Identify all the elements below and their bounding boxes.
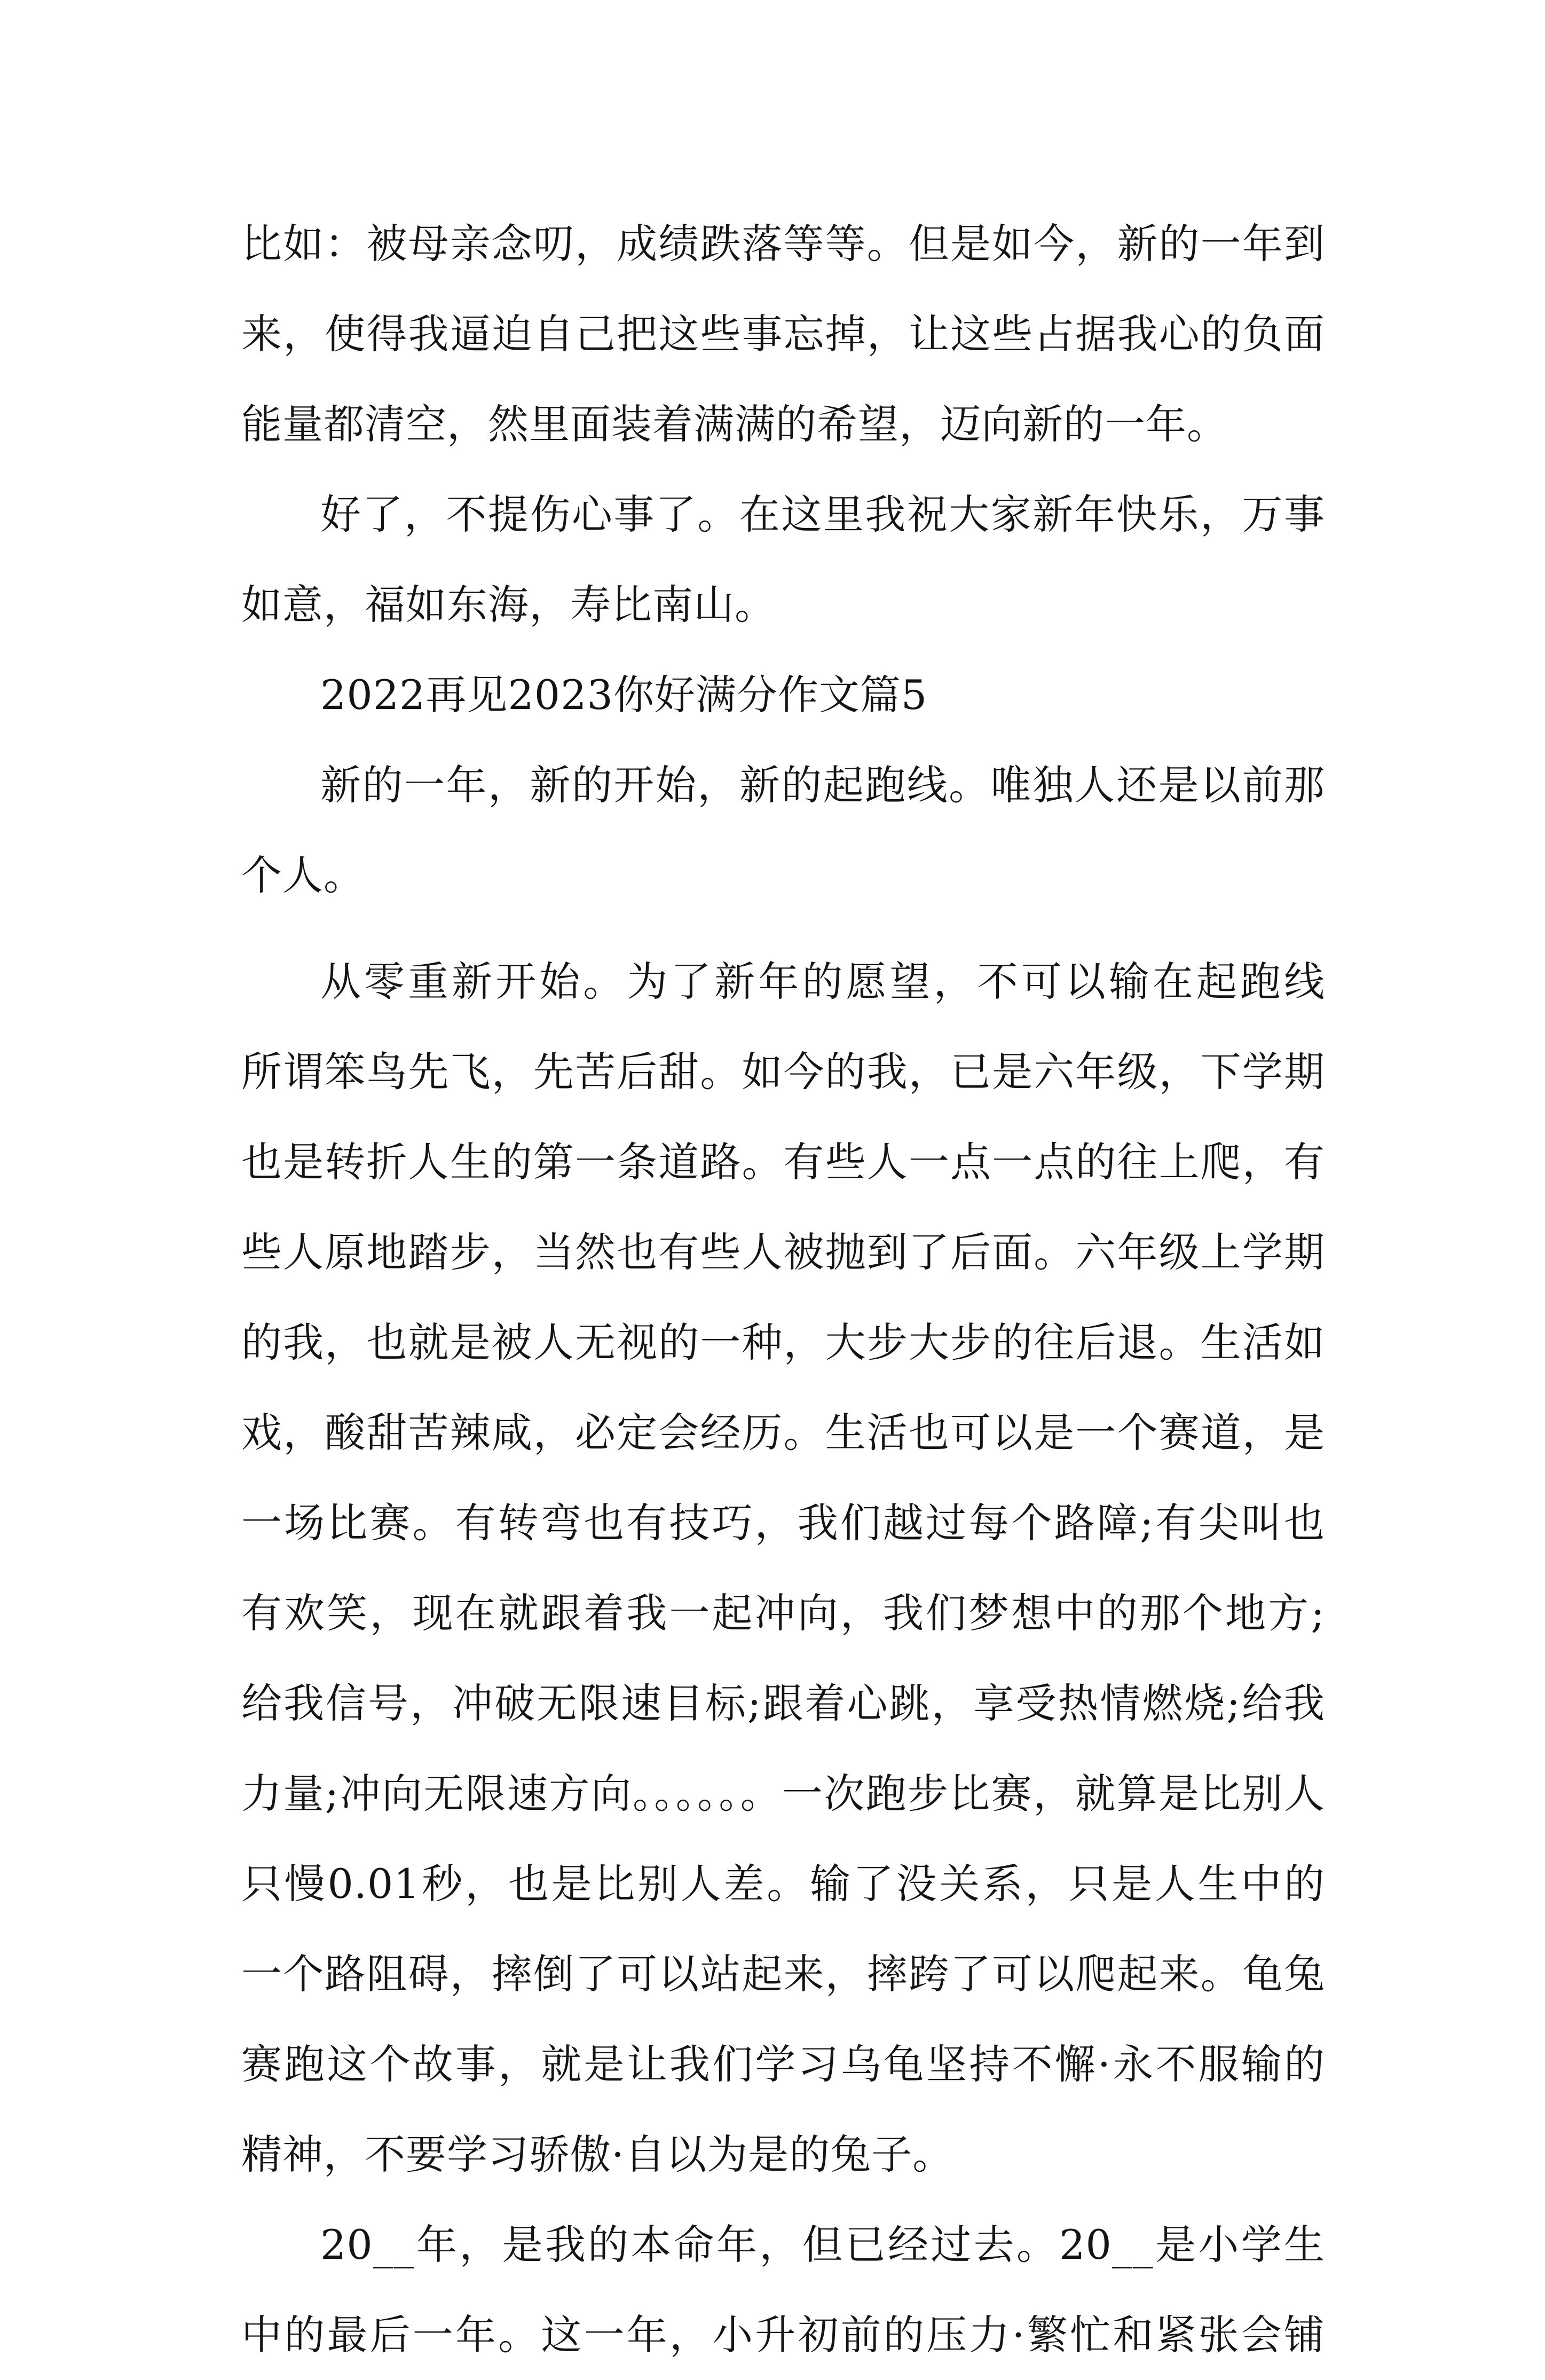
text-line: 如意，福如东海，寿比南山。 [241,581,776,628]
paragraph [241,936,1325,2200]
document-body [241,199,1325,2380]
text-line: 从零重新开始。为了新年的愿望，不可以输在起跑线 [320,958,1325,1005]
text-line: 能量都清空，然里面装着满满的希望，迈向新的一年。 [241,400,1228,448]
paragraph [241,199,1325,469]
text-line: 的我，也就是被人无视的一种，大步大步的往后退。生活如 [241,1319,1325,1366]
text-line: 中的最后一年。这一年，小升初前的压力·繁忙和紧张会铺 [241,2311,1325,2359]
text-line: 力量;冲向无限速方向。。。。。。一次跑步比赛，就算是比别人 [241,1770,1325,1817]
text-line: 些人原地踏步，当然也有些人被抛到了后面。六年级上学期 [241,1228,1325,1276]
text-line: 有欢笑，现在就跟着我一起冲向，我们梦想中的那个地方; [241,1589,1325,1637]
text-line: 给我信号，冲破无限速目标;跟着心跳，享受热情燃烧;给我 [241,1680,1325,1727]
text-line: 精神，不要学习骄傲·自以为是的兔子。 [241,2131,954,2178]
text-line: 好了，不提伤心事了。在这里我祝大家新年快乐，万事 [320,491,1325,538]
text-line: 一个路阻碍，摔倒了可以站起来，摔跨了可以爬起来。龟兔 [241,1950,1325,1998]
text-line: 20__年，是我的本命年，但已经过去。20__是小学生 [320,2221,1325,2268]
section-heading [241,650,1325,740]
text-line: 也是转折人生的第一条道路。有些人一点一点的往上爬，有 [241,1138,1325,1186]
text-line: 戏，酸甜苦辣咸，必定会经历。生活也可以是一个赛道，是 [241,1409,1325,1456]
text-line: 比如：被母亲念叨，成绩跌落等等。但是如今，新的一年到 [241,220,1325,267]
text-line: 赛跑这个故事，就是让我们学习乌龟坚持不懈·永不服输的 [241,2040,1325,2088]
text-line: 一场比赛。有转弯也有技巧，我们越过每个路障;有尖叫也 [241,1499,1325,1547]
paragraph [241,740,1325,920]
text-line: 个人。 [241,852,365,899]
paragraph [241,469,1325,650]
heading-text: 2022再见2023你好满分作文篇5 [320,671,928,719]
text-line: 新的一年，新的开始，新的起跑线。唯独人还是以前那 [320,761,1325,809]
text-line: 所谓笨鸟先飞，先苦后甜。如今的我，已是六年级，下学期 [241,1048,1325,1096]
text-line: 来，使得我逼迫自己把这些事忘掉，让这些占据我心的负面 [241,310,1325,358]
paragraph [241,2200,1325,2380]
text-line: 只慢0.01秒，也是比别人差。输了没关系，只是人生中的 [241,1860,1325,1908]
